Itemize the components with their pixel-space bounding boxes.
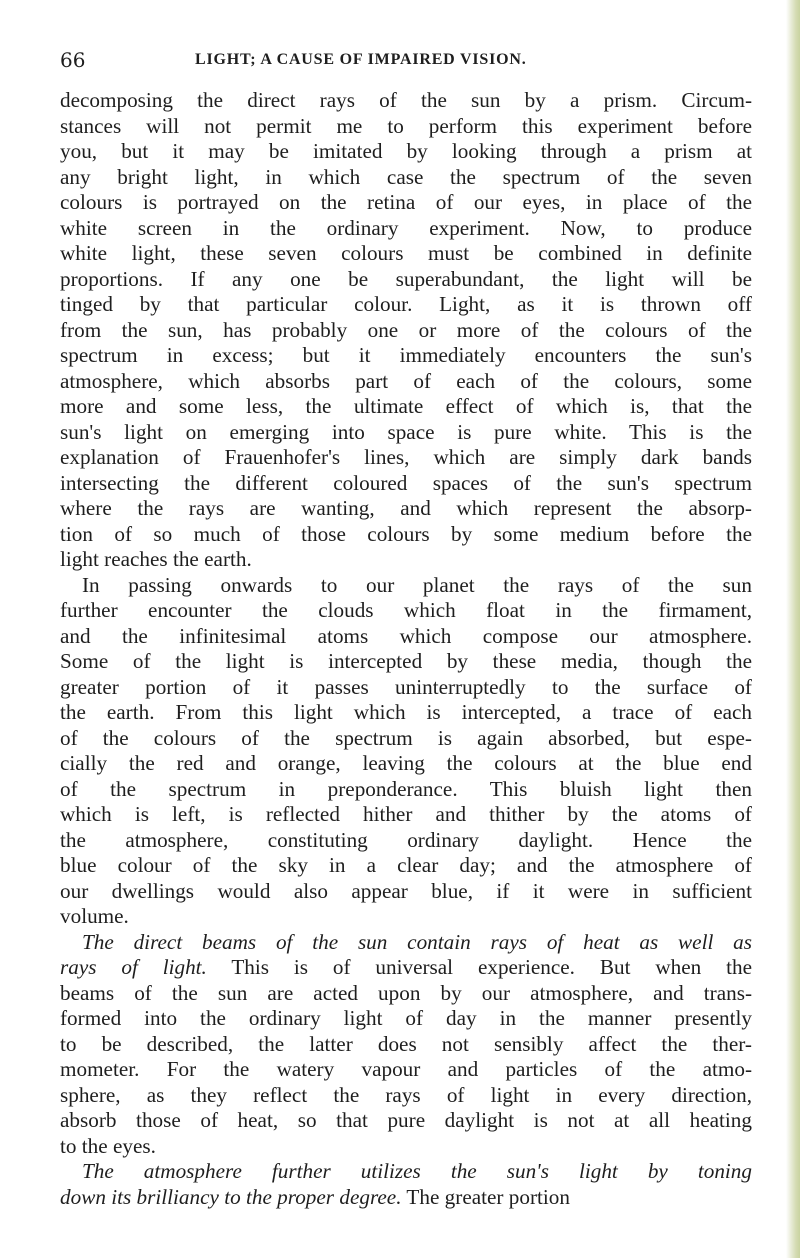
text-segment: to the eyes. [60, 1133, 156, 1158]
text-line [60, 394, 752, 420]
text-segment: mometer. For the watery vapour and particles of the atmo- [60, 1057, 752, 1081]
page-number: 66 [60, 48, 86, 72]
text-line [60, 165, 752, 191]
text-line [60, 649, 752, 675]
text-line [60, 471, 752, 497]
text-segment: sphere, as they reflect the rays of light in every direction, [60, 1082, 752, 1107]
text-line [60, 1185, 752, 1211]
text-line [60, 1083, 752, 1109]
text-segment: volume. [60, 904, 129, 928]
text-segment: from the sun, has probably one or more of the colours of the [60, 317, 752, 342]
text-line [60, 139, 752, 165]
text-segment: greater portion of it passes uninterruptedly to the surface of [60, 674, 752, 699]
italic-text: down its brilliancy to the proper degree. [60, 1184, 402, 1209]
text-segment: you, but it may be imitated by looking through a prism at [60, 139, 752, 163]
text-segment: light reaches the earth. [60, 547, 252, 571]
text-line [60, 777, 752, 803]
running-title: LIGHT; A CAUSE OF IMPAIRED VISION. [195, 51, 527, 68]
text-segment: blue colour of the sky in a clear day; and the atmosphere of [60, 853, 752, 877]
text-line [60, 420, 752, 446]
text-line [60, 369, 752, 395]
text-segment: further encounter the clouds which float in the firmament, [60, 598, 752, 622]
text-segment: the atmosphere, constituting ordinary daylight. Hence the [60, 827, 752, 852]
text-line [60, 879, 752, 905]
text-segment: spectrum in excess; but it immediately encounters the sun's [60, 343, 752, 367]
text-line [60, 1032, 752, 1058]
text-segment: the earth. From this light which is intercepted, a trace of each [60, 700, 752, 724]
text-segment: any bright light, in which case the spectrum of the seven [60, 164, 752, 189]
paragraph [60, 88, 752, 573]
text-segment: white screen in the ordinary experiment. Now, to produce [60, 215, 752, 240]
text-segment: intersecting the different coloured spaces of the sun's spectrum [60, 470, 752, 495]
text-line [60, 828, 752, 854]
text-segment: tion of so much of those colours by some medium before the [60, 521, 752, 546]
text-line [60, 496, 752, 522]
text-segment: our dwellings would also appear blue, if it were in sufficient [60, 878, 752, 903]
text-segment: Some of the light is intercepted by these media, though the [60, 649, 752, 673]
text-segment: cially the red and orange, leaving the colours at the blue end [60, 751, 752, 775]
body-text [60, 88, 752, 1210]
text-line [60, 624, 752, 650]
text-segment: which is left, is reflected hither and thither by the atoms of [60, 802, 752, 826]
italic-text: The atmosphere further utilizes the sun's light by toning [82, 1159, 752, 1183]
text-line [60, 547, 752, 573]
text-line [60, 1057, 752, 1083]
text-line [60, 445, 752, 471]
text-segment: atmosphere, which absorbs part of each of the colours, some [60, 368, 752, 393]
text-line [60, 955, 752, 981]
text-segment: decomposing the direct rays of the sun by a prism. Circum- [60, 88, 752, 112]
text-line [60, 114, 752, 140]
text-segment: proportions. If any one be superabundant, the light will be [60, 266, 752, 291]
text-line [60, 573, 752, 599]
text-segment: and the infinitesimal atoms which compose our atmosphere. [60, 623, 752, 648]
text-line [60, 930, 752, 956]
paragraph [60, 1159, 752, 1210]
text-line [60, 1134, 752, 1160]
text-line [60, 292, 752, 318]
italic-text: The direct beams of the sun contain rays of heat as well as [82, 929, 752, 954]
text-line [60, 853, 752, 879]
text-segment: tinged by that particular colour. Light, as it is thrown off [60, 292, 752, 316]
page-header [60, 48, 750, 72]
text-segment: In passing onwards to our planet the rays of the sun [82, 572, 752, 597]
text-line [60, 88, 752, 114]
text-segment: absorb those of heat, so that pure daylight is not at all heating [60, 1108, 752, 1132]
paragraph [60, 573, 752, 930]
text-line [60, 318, 752, 344]
text-line [60, 190, 752, 216]
text-segment: This is of universal experience. But when the [206, 955, 752, 979]
text-segment: beams of the sun are acted upon by our atmosphere, and trans- [60, 980, 752, 1005]
text-line [60, 598, 752, 624]
text-line [60, 904, 752, 930]
text-segment: The greater portion [401, 1184, 570, 1209]
text-line [60, 1108, 752, 1134]
text-line [60, 267, 752, 293]
text-line [60, 700, 752, 726]
italic-text: rays of light. [60, 955, 207, 979]
text-segment: sun's light on emerging into space is pure white. This is the [60, 419, 752, 444]
text-line [60, 216, 752, 242]
text-line [60, 522, 752, 548]
text-line [60, 726, 752, 752]
text-line [60, 1159, 752, 1185]
text-segment: more and some less, the ultimate effect of which is, that the [60, 394, 752, 418]
text-segment: white light, these seven colours must be combined in definite [60, 241, 752, 265]
text-line [60, 675, 752, 701]
text-line [60, 1006, 752, 1032]
text-line [60, 802, 752, 828]
text-segment: of the spectrum in preponderance. This bluish light then [60, 776, 752, 801]
paragraph [60, 930, 752, 1160]
text-segment: where the rays are wanting, and which represent the absorp- [60, 496, 752, 520]
text-segment: colours is portrayed on the retina of our eyes, in place of the [60, 190, 752, 214]
text-segment: to be described, the latter does not sensibly affect the ther- [60, 1031, 752, 1056]
text-line [60, 241, 752, 267]
text-line [60, 343, 752, 369]
text-segment: explanation of Frauenhofer's lines, which are simply dark bands [60, 445, 752, 469]
text-segment: stances will not permit me to perform this experiment before [60, 113, 752, 138]
text-segment: formed into the ordinary light of day in the manner presently [60, 1006, 752, 1030]
text-line [60, 751, 752, 777]
text-line [60, 981, 752, 1007]
text-segment: of the colours of the spectrum is again absorbed, but espe- [60, 725, 752, 750]
